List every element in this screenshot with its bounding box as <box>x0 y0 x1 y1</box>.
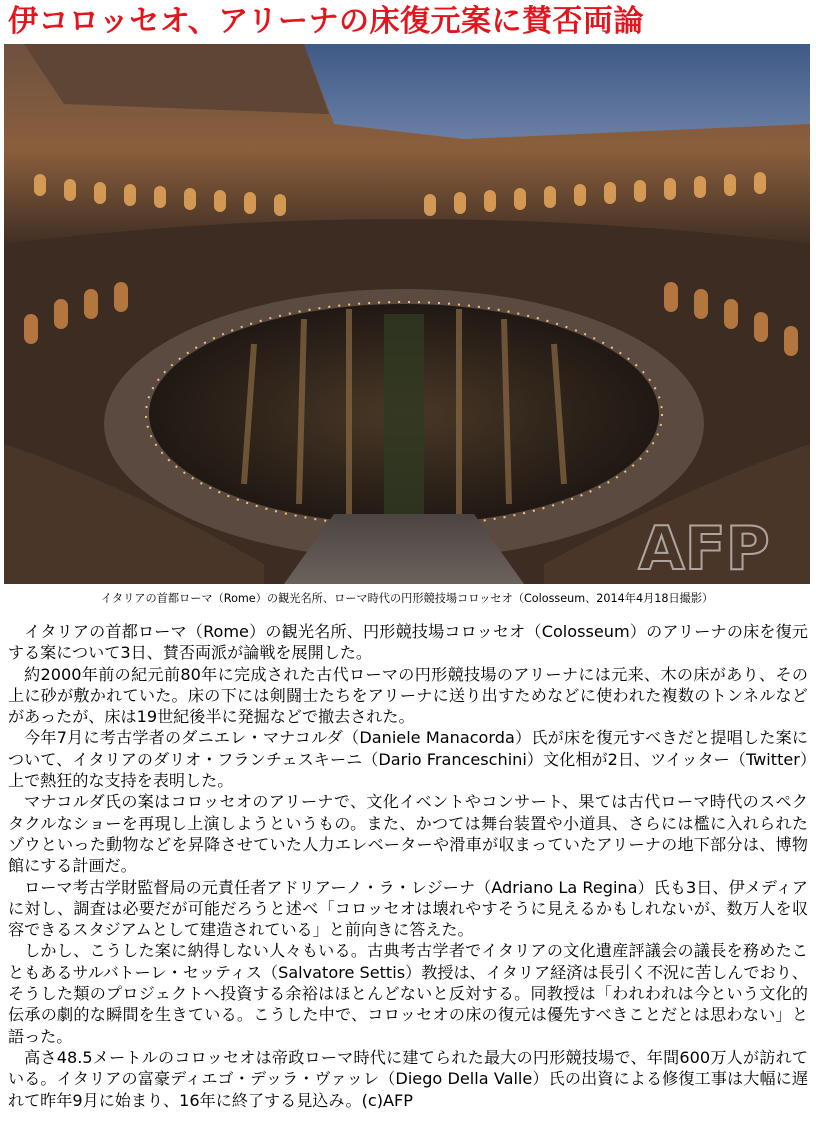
paragraph-3: 今年7月に考古学者のダニエレ・マナコルダ（Daniele Manacorda）氏が床を復元すべきだと提唱した案について、イタリアのダリオ・フランチェスキーニ（Dario Franceschini）文化相が2日、ツイッター（Twitter）上で熱狂的な支持を表明した。 <box>8 728 808 791</box>
paragraph-5: ローマ考古学財監督局の元責任者アドリアーノ・ラ・レジーナ（Adriano La Regina）氏も3日、伊メディアに対し、調査は必要だが可能だろうと述べ「コロッセオは壊れやすそうに見えるかもしれないが、数万人を収容できるスタジアムとして建造されている」と前向きに答えた。 <box>8 877 808 940</box>
bbnews-logo: BB NEWS <box>682 587 756 603</box>
paragraph-7-text: 高さ48.5メートルのコロッセオは帝政ローマ時代に建てられた最大の円形競技場で、年間600万人が訪れている。イタリアの富豪ディエゴ・デッラ・ヴァッレ（Diego Della Valle）氏の出資による修復工事は大幅に遅れて昨年9月に始まり、16年に終了する見込み。 <box>8 1047 808 1110</box>
paragraph-6: しかし、こうした案に納得しない人々もいる。古典考古学者でイタリアの文化遺産評議会の議長を務めたこともあるサルバトーレ・セッティス（Salvatore Settis）教授は、イタリア経済は長引く不況に苦しんでおり、そうした類のプロジェクトへ投資する余裕はほとんどないと反対する。同教授は「われわれは今という文化的伝承の劇的な瞬間を生きている。こうした中で、コロッセオの床の復元は優先すべきことだとは思わない」と語った。 <box>8 941 808 1046</box>
afp-logo: AFP <box>638 514 770 584</box>
paragraph-7 <box>8 1047 808 1111</box>
paragraph-1: イタリアの首都ローマ（Rome）の観光名所、円形競技場コロッセオ（Colosseum）のアリーナの床を復元する案について3日、賛否両派が論戦を展開した。 <box>8 622 808 663</box>
credit: (c)AFP <box>361 1090 413 1110</box>
photo-caption: イタリアの首都ローマ（Rome）の観光名所、ローマ時代の円形競技場コロッセオ（Colosseum、2014年4月18日撮影） <box>100 592 714 605</box>
article-headline: 伊コロッセオ、アリーナの床復元案に賛否両論 <box>8 4 644 39</box>
afp-watermark <box>638 514 769 603</box>
paragraph-4: マナコルダ氏の案はコロッセオのアリーナで、文化イベントやコンサート、果ては古代ローマ時代のスペクタクルなショーを再現し上演しようというもの。また、かつては舞台装置や小道具、さらには檻に入れられたゾウといった動物などを昇降させていた人力エレベーターや滑車が収まっていたアリーナの地下部分は、博物館にする計画だ。 <box>8 792 808 876</box>
article-body <box>8 621 808 1111</box>
paragraph-2: 約2000年前の紀元前80年に完成された古代ローマの円形競技場のアリーナには元来、木の床があり、その上に砂が敷かれていた。床の下には剣闘士たちをアリーナに送り出すためなどに使われた複数のトンネルなどがあったが、床は19世紀後半に発掘などで撤去された。 <box>8 664 808 727</box>
